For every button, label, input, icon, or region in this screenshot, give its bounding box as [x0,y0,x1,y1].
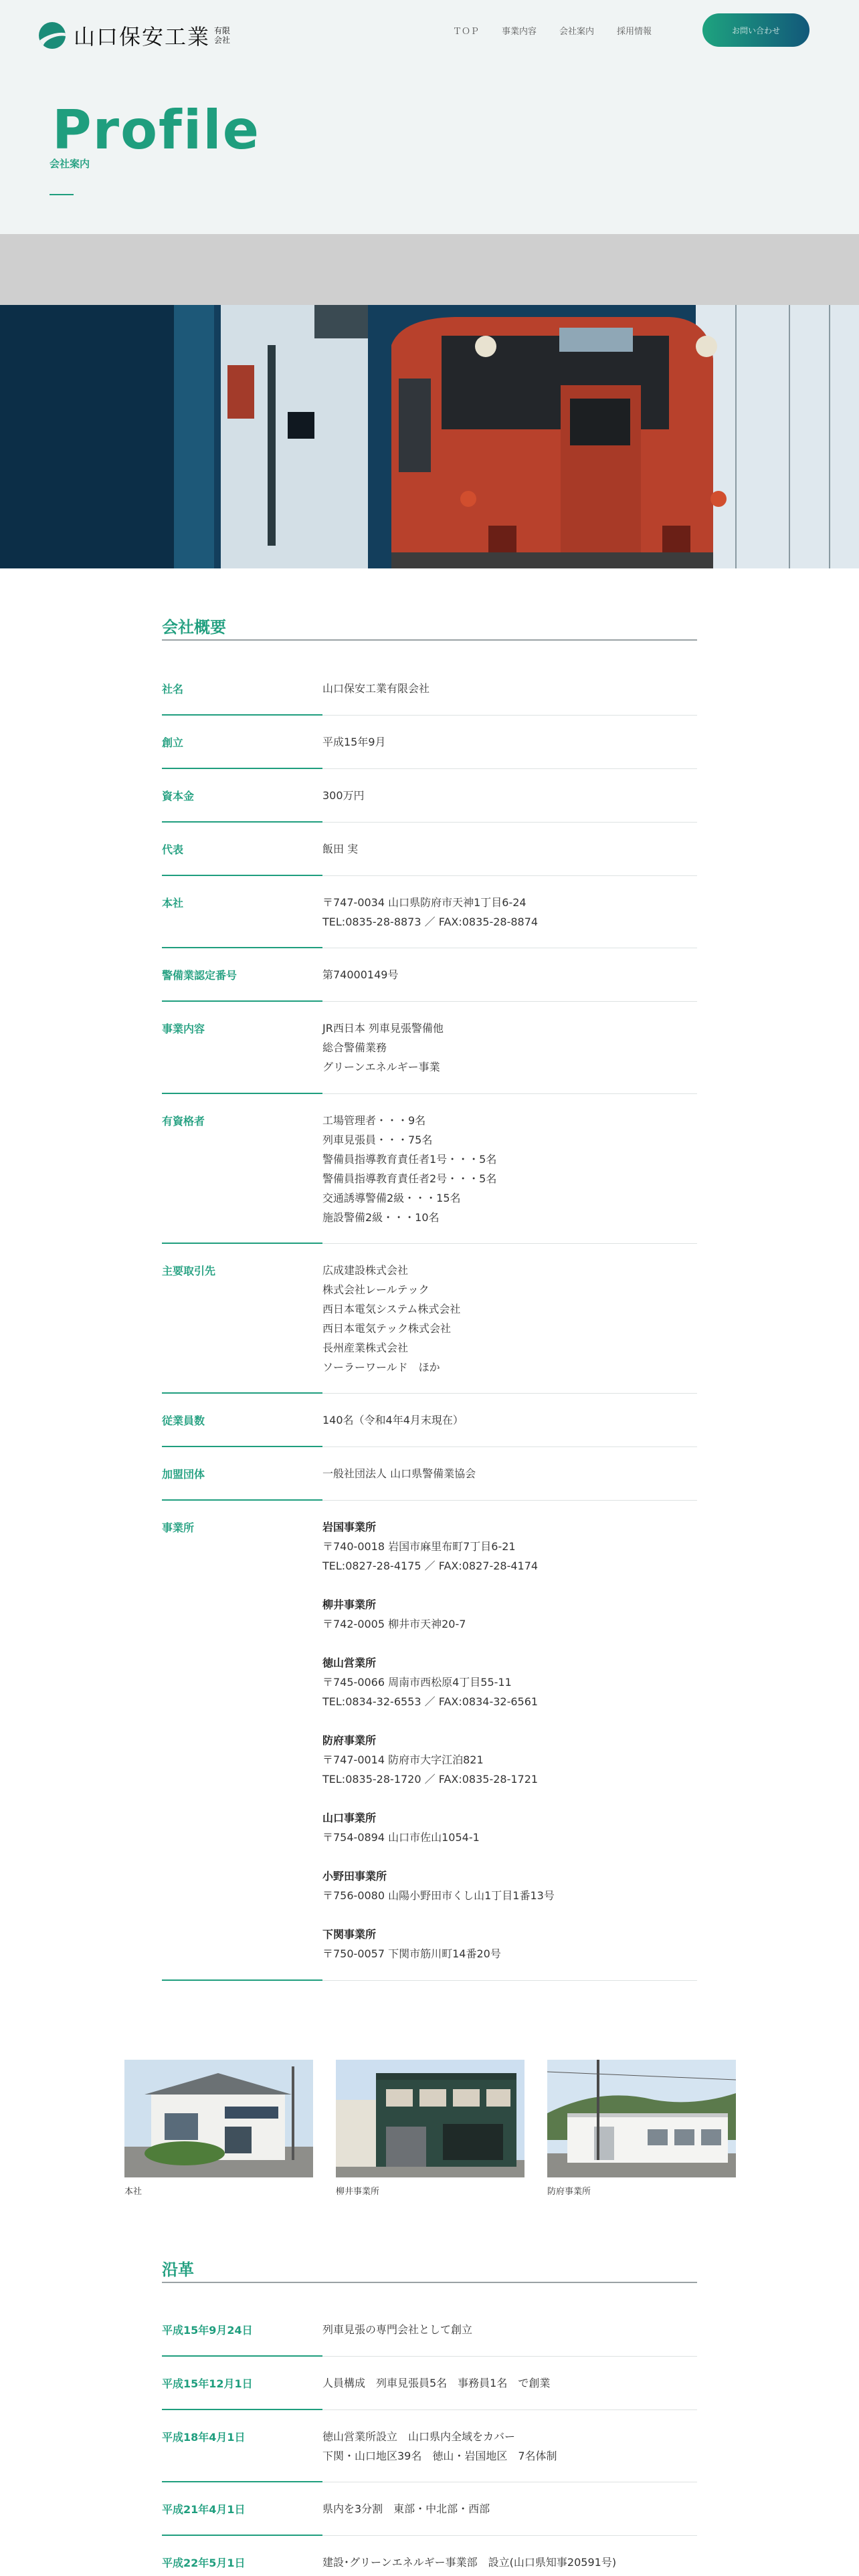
office-line: 〒745-0066 周南市西松原4丁目55-11 [322,1676,512,1689]
office-block [322,1866,555,1905]
row-label: 事業内容 [162,1023,205,1035]
title-underline [50,194,74,195]
row-value-line: 工場管理者・・・9名 [322,1114,426,1127]
top-area [0,0,859,234]
page-title: Profile [52,99,260,161]
row-value [322,1018,444,1077]
overview-row [162,1094,697,1244]
history-date: 平成15年12月1日 [162,2377,253,2390]
office-block [322,1653,555,1711]
overview-row [162,876,697,948]
overview-row [162,1244,697,1394]
row-value-line: 警備員指導教育責任者2号・・・5名 [322,1172,497,1185]
row-value-line: グリーンエネルギー事業 [322,1061,440,1073]
office-name: 岩国事業所 [322,1521,377,1533]
logo-mark-icon [39,22,66,49]
history-date: 平成22年5月1日 [162,2557,246,2569]
office-name: 下関事業所 [322,1928,377,1941]
row-value-line: 140名（令和4年4月末現在） [322,1414,464,1426]
history-row [162,2357,697,2410]
history-text-line: 列車見張の専門会社として創立 [322,2323,473,2336]
row-label: 資本金 [162,790,195,802]
office-name: 柳井事業所 [322,1598,377,1611]
history-text-line: 人員構成 列車見張員5名 事務員1名 で創業 [322,2377,551,2389]
history-date: 平成18年4月1日 [162,2431,246,2444]
row-label: 事業所 [162,1521,195,1534]
row-value [322,1261,460,1377]
office-line: TEL:0835-28-1720 ／ FAX:0835-28-1721 [322,1773,539,1786]
overview-table [162,669,697,1981]
office-name: 山口事業所 [322,1812,377,1824]
office-block [322,1731,555,1789]
office-name: 徳山営業所 [322,1656,377,1669]
row-value [322,1111,496,1227]
row-label: 主要取引先 [162,1265,216,1277]
row-value [322,965,398,984]
history-rule [162,2282,697,2283]
history-text-line: 徳山営業所設立 山口県内全域をカバー [322,2430,516,2443]
row-value-line: TEL:0835-28-8873 ／ FAX:0835-28-8874 [322,916,539,928]
row-label: 本社 [162,897,184,909]
overview-row [162,1394,697,1447]
row-label: 創立 [162,736,184,749]
logo-text: 山口保安工業 [74,24,211,49]
row-value-line: 総合警備業務 [322,1041,387,1054]
history-text-line: 県内を3分割 東部・中北部・西部 [322,2502,490,2515]
nav-company[interactable]: 会社案内 [559,27,594,37]
nav-business[interactable]: 事業内容 [501,27,537,37]
row-value-line: 広成建設株式会社 [322,1264,409,1277]
office-block [322,1925,555,1963]
history-text [322,2320,472,2339]
gray-band [0,234,859,305]
overview-rule [162,639,697,641]
office-block [322,1517,555,1576]
logo[interactable] [39,20,234,51]
office-block [322,1808,555,1847]
overview-row [162,823,697,876]
history-date: 平成15年9月24日 [162,2324,253,2337]
row-value-line: 警備員指導教育責任者1号・・・5名 [322,1153,497,1166]
photo-head-office [124,2060,313,2177]
row-value-line: 西日本電気テック株式会社 [322,1322,452,1335]
logo-subtext: 有限会社 [214,26,231,45]
office-name: 小野田事業所 [322,1870,387,1883]
row-value-line: ソーラーワールド ほか [322,1361,440,1374]
row-value [322,786,365,805]
office-name: 防府事業所 [322,1734,377,1747]
photo-caption: 柳井事業所 [336,2187,380,2197]
row-value [322,1464,476,1483]
history-text [322,2427,557,2466]
row-value-line: 第74000149号 [322,968,399,981]
row-value [322,893,538,932]
row-value [322,839,358,859]
overview-row [162,1002,697,1094]
row-value-line: 一般社団法人 山口県警備業協会 [322,1467,476,1480]
history-row [162,2303,697,2357]
page-subtitle: 会社案内 [50,158,90,170]
photo-caption: 防府事業所 [547,2187,591,2197]
history-text [322,2373,550,2393]
photo-caption: 本社 [124,2187,142,2197]
history-table [162,2303,697,2576]
overview-row [162,948,697,1002]
offices-list [322,1517,555,1963]
history-title: 沿革 [162,2260,194,2279]
history-row [162,2536,697,2576]
row-value [322,732,386,752]
row-value [322,1410,464,1430]
overview-title: 会社概要 [162,618,226,637]
overview-row [162,716,697,769]
offices-row [162,1501,697,1981]
row-value-line: 西日本電気システム株式会社 [322,1303,461,1315]
office-block [322,1595,555,1634]
office-line: 〒747-0014 防府市大字江泊821 [322,1753,484,1766]
train-photo [0,305,859,568]
office-line: TEL:0834-32-6553 ／ FAX:0834-32-6561 [322,1695,539,1708]
row-value [322,679,430,698]
nav-top[interactable]: ＴＯＰ [452,27,479,37]
label-underline [162,1979,322,1981]
office-line: 〒740-0018 岩国市麻里布町7丁目6-21 [322,1540,516,1553]
photo-yanai-office [336,2060,524,2177]
history-row [162,2410,697,2482]
row-label: 加盟団体 [162,1468,205,1481]
contact-button[interactable]: お問い合わせ [702,13,809,47]
overview-row [162,1447,697,1501]
row-value-line: JR西日本 列車見張警備他 [322,1022,444,1035]
global-nav [453,24,652,37]
office-line: 〒750-0057 下関市筋川町14番20号 [322,1947,501,1960]
office-line: 〒754-0894 山口市佐山1054-1 [322,1831,480,1844]
history-row [162,2482,697,2536]
office-line: 〒756-0080 山陽小野田市くし山1丁目1番13号 [322,1889,555,1902]
overview-row [162,669,697,716]
history-text [322,2499,490,2518]
row-value-line: 山口保安工業有限会社 [322,682,430,695]
row-value-line: 施設警備2級・・・10名 [322,1211,440,1224]
overview-row [162,769,697,823]
row-label: 警備業認定番号 [162,969,237,982]
history-text-line: 建設･グリーンエネルギー事業部 設立(山口県知事20591号) [322,2556,617,2569]
site-header [0,0,859,64]
row-value-line: 列車見張員・・・75名 [322,1134,433,1146]
row-value-line: 長州産業株式会社 [322,1341,409,1354]
row-value-line: 300万円 [322,789,365,802]
office-line: TEL:0827-28-4175 ／ FAX:0827-28-4174 [322,1560,539,1572]
row-value-line: 平成15年9月 [322,736,386,748]
row-value-line: 交通誘導警備2級・・・15名 [322,1192,461,1204]
photo-hofu-office [547,2060,736,2177]
nav-recruit[interactable]: 採用情報 [616,27,652,37]
row-value-line: 〒747-0034 山口県防府市天神1丁目6-24 [322,896,527,909]
row-label: 従業員数 [162,1414,205,1427]
row-label: 代表 [162,843,184,856]
history-date: 平成21年4月1日 [162,2503,246,2516]
history-text [322,2553,616,2572]
row-value-line: 株式会社レールテック [322,1283,430,1296]
row-value-line: 飯田 実 [322,843,359,855]
office-line: 〒742-0005 柳井市天神20-7 [322,1618,466,1630]
row-label: 有資格者 [162,1115,205,1128]
history-text-line: 下関・山口地区39名 徳山・岩国地区 7名体制 [322,2450,557,2462]
row-label: 社名 [162,683,184,695]
